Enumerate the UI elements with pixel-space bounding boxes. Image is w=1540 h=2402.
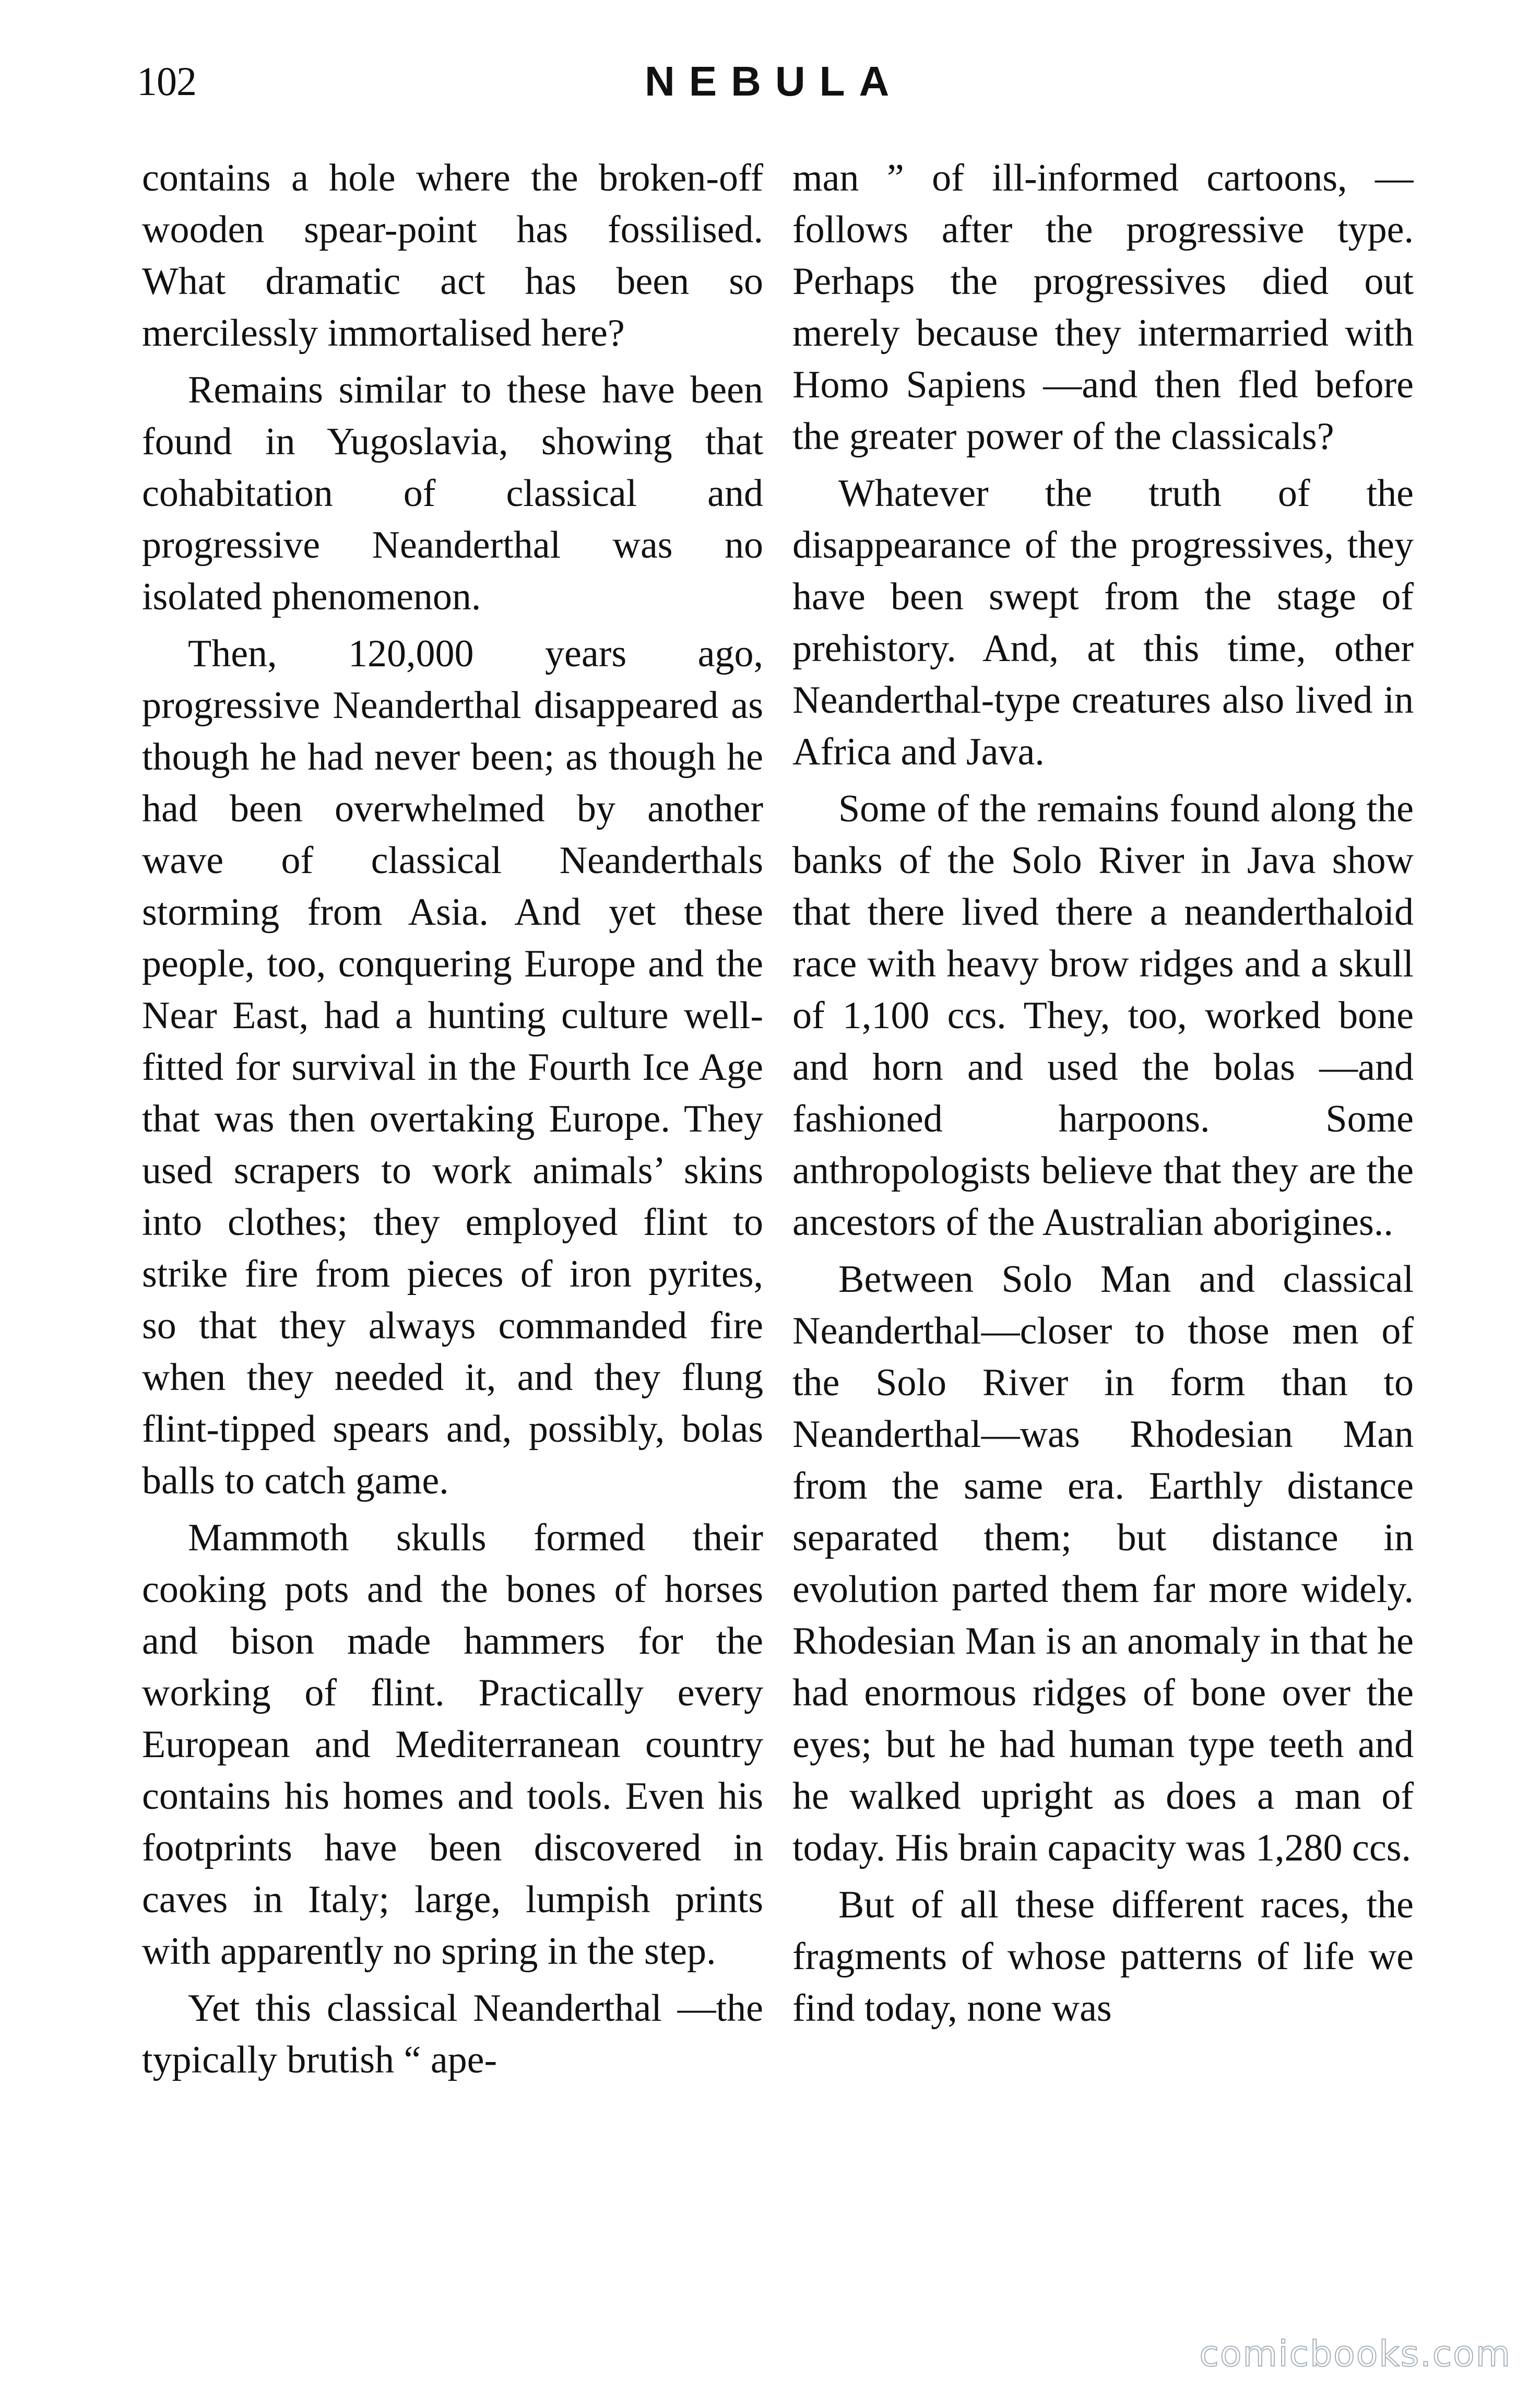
paragraph: Some of the remains found along the banks of the Solo River in Java show that there lived there a neanderthaloid race with heavy brow ridges and a skull of 1,100 ccs. They, too, worked bone and horn and used the bolas —and fashioned harpoons. Some anthropologists believe that they are the ancestors of the Australian aborigines.. [792,787,1414,1244]
paragraph: Yet this classical Neanderthal —the typically brutish “ ape- [142,1987,763,2081]
paragraph: man ” of ill-informed cartoons, —follows after the progressive type. Perhaps the progressives died out merely because they intermarried with Homo Sapiens —and then fled before the greater power of the classicals? [792,157,1414,458]
running-head: NEBULA [645,58,904,104]
left-column [142,152,763,2314]
watermark: comicbooks.com [1199,2334,1511,2375]
right-column [792,152,1414,2314]
page-number: 102 [137,58,196,104]
paragraph: But of all these different races, the fragments of whose patterns of life we find today, none was [792,1883,1414,2030]
paragraph: Remains similar to these have been found in Yugoslavia, showing that cohabitation of classical and progressive Neanderthal was no isolated phenomenon. [142,369,763,618]
page-header [0,50,1540,113]
paragraph: contains a hole where the broken-off wooden spear-point has fossilised. What dramatic act has been so mercilessly immortalised here? [142,157,763,355]
paragraph: Then, 120,000 years ago, progressive Neanderthal disappeared as though he had never been; as though he had been overwhelmed by another wave of classical Neanderthals storming from Asia. And yet these people, too, conquering Europe and the Near East, had a hunting culture well-fitted for survival in the Fourth Ice Age that was then overtaking Europe. They used scrapers to work animals’ skins into clothes; they employed flint to strike fire from pieces of iron pyrites, so that they always commanded fire when they needed it, and they flung flint-tipped spears and, possibly, bolas balls to catch game. [142,632,763,1502]
paragraph: Mammoth skulls formed their cooking pots and the bones of horses and bison made hammers for the working of flint. Practically every European and Mediterranean country contains his homes and tools. Even his footprints have been discovered in caves in Italy; large, lumpish prints with apparently no spring in the step. [142,1516,763,1973]
paragraph: Whatever the truth of the disappearance of the progressives, they have been swept from the stage of prehistory. And, at this time, other Neanderthal-type creatures also lived in Africa and Java. [792,472,1414,773]
paragraph: Between Solo Man and classical Neanderthal—closer to those men of the Solo River in form than to Neanderthal—was Rhodesian Man from the same era. Earthly distance separated them; but distance in evolution parted them far more widely. Rhodesian Man is an anomaly in that he had enormous ridges of bone over the eyes; but he had human type teeth and he walked upright as does a man of today. His brain capacity was 1,280 ccs. [792,1258,1414,1869]
